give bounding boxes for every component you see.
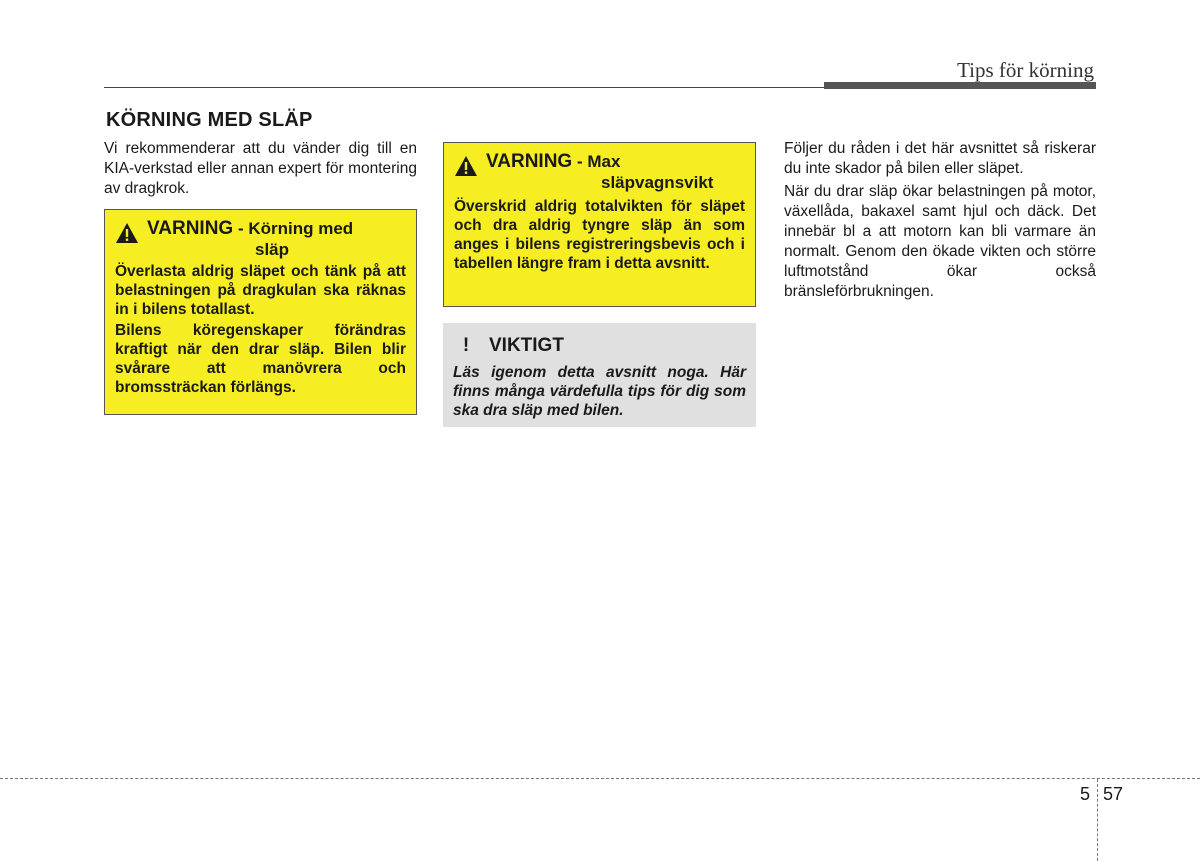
warning-subtitle: Max: [587, 152, 621, 171]
warning-dash: -: [572, 152, 588, 171]
warning-text: Bilens köregenskaper förändras kraftigt när den drar släp. Bilen blir svårare att manövrera och bromssträckan förlängs.: [115, 322, 406, 396]
warning-heading: [115, 218, 406, 260]
warning-box-weight: [443, 142, 756, 307]
page-number: 57: [1103, 784, 1124, 804]
important-box: [443, 323, 756, 427]
warning-subtitle-line2: släpvagnsvikt: [601, 173, 714, 192]
footer-vertical-divider: [1097, 779, 1098, 861]
exclamation-icon: !: [462, 335, 470, 356]
warning-dash: -: [233, 219, 249, 238]
warning-triangle-icon: [115, 222, 139, 244]
warning-text: Överskrid aldrig totalvikten för släpet och dra aldrig tyngre släp än som anges i bilens registreringsbevis och i tabellen längre fram i detta avsnitt.: [454, 198, 745, 272]
section-title: KÖRNING MED SLÄP: [106, 109, 313, 131]
chapter-number: 5: [1080, 784, 1091, 804]
footer-divider: [0, 778, 1200, 779]
warning-box-towing: [104, 209, 417, 415]
warning-text: Överlasta aldrig släpet och tänk på att belastningen på dragkulan ska räknas in i bilens totallast.: [115, 263, 406, 318]
intro-paragraph: Vi rekommenderar att du vänder dig till en KIA-verkstad eller annan expert för montering av dragkrok.: [104, 140, 417, 197]
warning-heading: [454, 151, 745, 193]
warning-label: VARNING: [486, 151, 573, 172]
important-heading: [453, 335, 746, 357]
header-rule-accent: [824, 82, 1096, 89]
column-left: [104, 139, 417, 199]
body-paragraph: När du drar släp ökar belastningen på motor, växellåda, bakaxel samt hjul och däck. Det innebär bl a att motorn kan bli varmare än normalt. Genom den ökade vikten och större luftmotstånd ökar också bränsleförbrukningen.: [784, 183, 1096, 300]
warning-subtitle: Körning med: [248, 219, 354, 238]
column-right: [784, 139, 1096, 302]
body-paragraph: Följer du råden i det här avsnittet så riskerar du inte skador på bilen eller släpet.: [784, 140, 1096, 177]
page-header-title: Tips för körning: [957, 58, 1094, 82]
warning-label: VARNING: [147, 218, 234, 239]
warning-triangle-icon: [454, 155, 478, 177]
important-label: VIKTIGT: [489, 335, 564, 356]
important-text: Läs igenom detta avsnitt noga. Här finns många värdefulla tips för dig som ska dra släp med bilen.: [453, 364, 746, 419]
warning-subtitle-line2: släp: [255, 240, 290, 259]
